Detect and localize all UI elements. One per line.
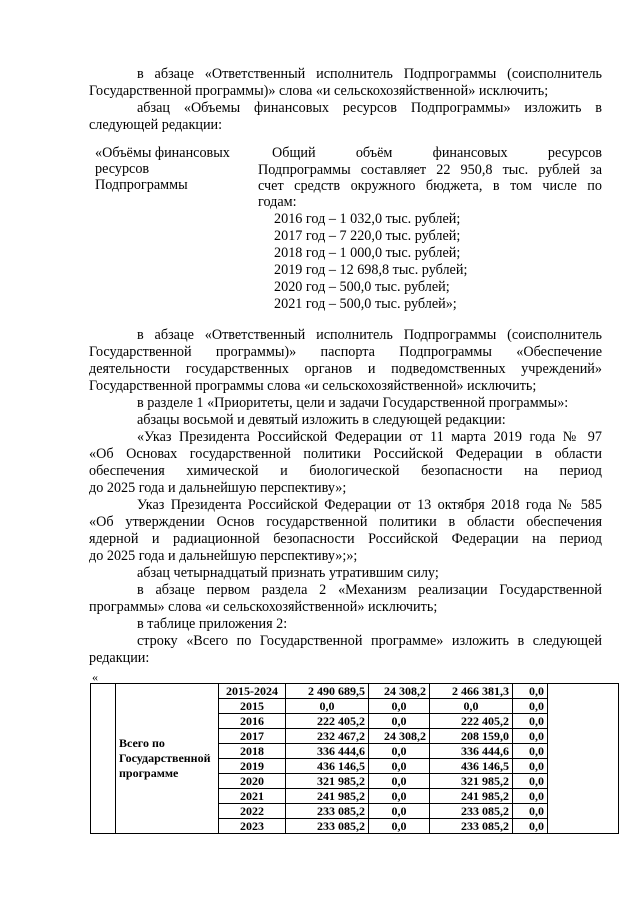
paragraph-line: «Об утверждении Основ государственной политики в области обеспечения	[89, 514, 602, 530]
paragraph-line: «Указ Президента Российской Федерации от 11 марта 2019 года № 97	[137, 429, 602, 445]
financing-table	[90, 683, 619, 834]
federal-cell: 24 308,2	[369, 684, 430, 699]
paragraph-line: программы» слова «и сельскохозяйственной» исключить;	[89, 599, 438, 615]
federal-cell: 0,0	[369, 699, 430, 714]
row-label-cell: Всего по Государственной программе	[116, 684, 219, 834]
other-cell: 0,0	[513, 819, 548, 834]
year-amount-line: 2018 год – 1 000,0 тыс. рублей;	[274, 245, 461, 261]
other-cell: 0,0	[513, 684, 548, 699]
paragraph-line: деятельности государственных органов и подведомственных учреждений»	[89, 361, 602, 377]
passport-text-line: Подпрограммы составляет 22 950,8 тыс. рублей за	[258, 162, 602, 178]
passport-text-line: Общий объём финансовых ресурсов	[272, 145, 602, 161]
total-cell: 0,0	[286, 699, 369, 714]
paragraph-line: в абзаце «Ответственный исполнитель Подпрограммы (соисполнитель	[137, 327, 602, 343]
passport-label-line: Подпрограммы	[95, 177, 188, 193]
paragraph-line: абзац «Объемы финансовых ресурсов Подпрограммы» изложить в	[137, 100, 602, 116]
paragraph-line: «Об Основах государственной политики Российской Федерации в области	[89, 446, 602, 462]
passport-label-line: ресурсов	[95, 161, 150, 177]
total-cell: 2 490 689,5	[286, 684, 369, 699]
period-cell: 2019	[219, 759, 286, 774]
regional-cell: 321 985,2	[430, 774, 513, 789]
federal-cell: 24 308,2	[369, 729, 430, 744]
total-cell: 222 405,2	[286, 714, 369, 729]
passport-left-column	[95, 145, 230, 193]
period-cell: 2020	[219, 774, 286, 789]
regional-cell: 336 444,6	[430, 744, 513, 759]
other-cell: 0,0	[513, 699, 548, 714]
period-cell: 2017	[219, 729, 286, 744]
total-cell: 233 085,2	[286, 804, 369, 819]
paragraph-line: абзацы восьмой и девятый изложить в следующей редакции:	[137, 412, 506, 428]
regional-cell: 208 159,0	[430, 729, 513, 744]
year-amount-line: 2020 год – 500,0 тыс. рублей;	[274, 279, 450, 295]
federal-cell: 0,0	[369, 774, 430, 789]
total-cell: 232 467,2	[286, 729, 369, 744]
period-cell: 2016	[219, 714, 286, 729]
paragraph-line: редакции:	[89, 650, 150, 666]
federal-cell: 0,0	[369, 789, 430, 804]
total-cell: 233 085,2	[286, 819, 369, 834]
period-cell: 2021	[219, 789, 286, 804]
total-cell: 321 985,2	[286, 774, 369, 789]
total-cell: 241 985,2	[286, 789, 369, 804]
other-cell: 0,0	[513, 804, 548, 819]
federal-cell: 0,0	[369, 714, 430, 729]
other-cell: 0,0	[513, 714, 548, 729]
regional-cell: 0,0	[430, 699, 513, 714]
regional-cell: 222 405,2	[430, 714, 513, 729]
regional-cell: 233 085,2	[430, 804, 513, 819]
paragraph-line: до 2025 года и дальнейшую перспективу»;»;	[89, 548, 358, 564]
paragraph-line: в абзаце первом раздела 2 «Механизм реализации Государственной	[137, 582, 602, 598]
other-cell: 0,0	[513, 729, 548, 744]
period-cell: 2015	[219, 699, 286, 714]
federal-cell: 0,0	[369, 759, 430, 774]
table-empty-cell	[91, 684, 116, 834]
paragraph-line: строку «Всего по Государственной программе» изложить в следующей	[137, 633, 602, 649]
paragraph-line: Государственной программы слова «и сельскохозяйственной» исключить;	[89, 378, 537, 394]
passport-text-line: счет средств окружного бюджета, в том числе по	[258, 178, 602, 194]
paragraph-line: абзац четырнадцатый признать утратившим силу;	[137, 565, 439, 581]
regional-cell: 241 985,2	[430, 789, 513, 804]
period-cell: 2022	[219, 804, 286, 819]
other-cell: 0,0	[513, 774, 548, 789]
regional-cell: 233 085,2	[430, 819, 513, 834]
paragraph-line: в разделе 1 «Приоритеты, цели и задачи Государственной программы»:	[137, 395, 569, 411]
paragraph-line: следующей редакции:	[89, 117, 223, 133]
passport-label-line: «Объёмы финансовых	[95, 145, 230, 161]
paragraph-line: Государственной программы)» паспорта Подпрограммы «Обеспечение	[89, 344, 602, 360]
total-cell: 436 146,5	[286, 759, 369, 774]
federal-cell: 0,0	[369, 819, 430, 834]
period-cell: 2015-2024	[219, 684, 286, 699]
other-cell: 0,0	[513, 759, 548, 774]
other-cell: 0,0	[513, 789, 548, 804]
paragraph-line: в таблице приложения 2:	[137, 616, 288, 632]
paragraph-line: до 2025 года и дальнейшую перспективу»;	[89, 480, 347, 496]
paragraph-line: Указ Президента Российской Федерации от 13 октября 2018 года № 585	[137, 497, 602, 513]
federal-cell: 0,0	[369, 804, 430, 819]
year-amount-line: 2017 год – 7 220,0 тыс. рублей;	[274, 228, 461, 244]
paragraph-line: обеспечения химической и биологической безопасности на период	[89, 463, 602, 479]
regional-cell: 436 146,5	[430, 759, 513, 774]
opening-quote: «	[92, 670, 98, 684]
period-cell: 2018	[219, 744, 286, 759]
table-empty-cell	[548, 684, 619, 834]
passport-text-line: годам:	[258, 194, 297, 210]
other-cell: 0,0	[513, 744, 548, 759]
table-row	[91, 684, 619, 699]
paragraph-line: в абзаце «Ответственный исполнитель Подпрограммы (соисполнитель	[137, 66, 602, 82]
federal-cell: 0,0	[369, 744, 430, 759]
year-amount-line: 2016 год – 1 032,0 тыс. рублей;	[274, 211, 461, 227]
regional-cell: 2 466 381,3	[430, 684, 513, 699]
paragraph-line: Государственной программы)» слова «и сельскохозяйственной» исключить;	[89, 83, 549, 99]
period-cell: 2023	[219, 819, 286, 834]
paragraph-line: ядерной и радиационной безопасности Российской Федерации на период	[89, 531, 602, 547]
year-amount-line: 2019 год – 12 698,8 тыс. рублей;	[274, 262, 468, 278]
total-cell: 336 444,6	[286, 744, 369, 759]
year-amount-line: 2021 год – 500,0 тыс. рублей»;	[274, 296, 457, 312]
